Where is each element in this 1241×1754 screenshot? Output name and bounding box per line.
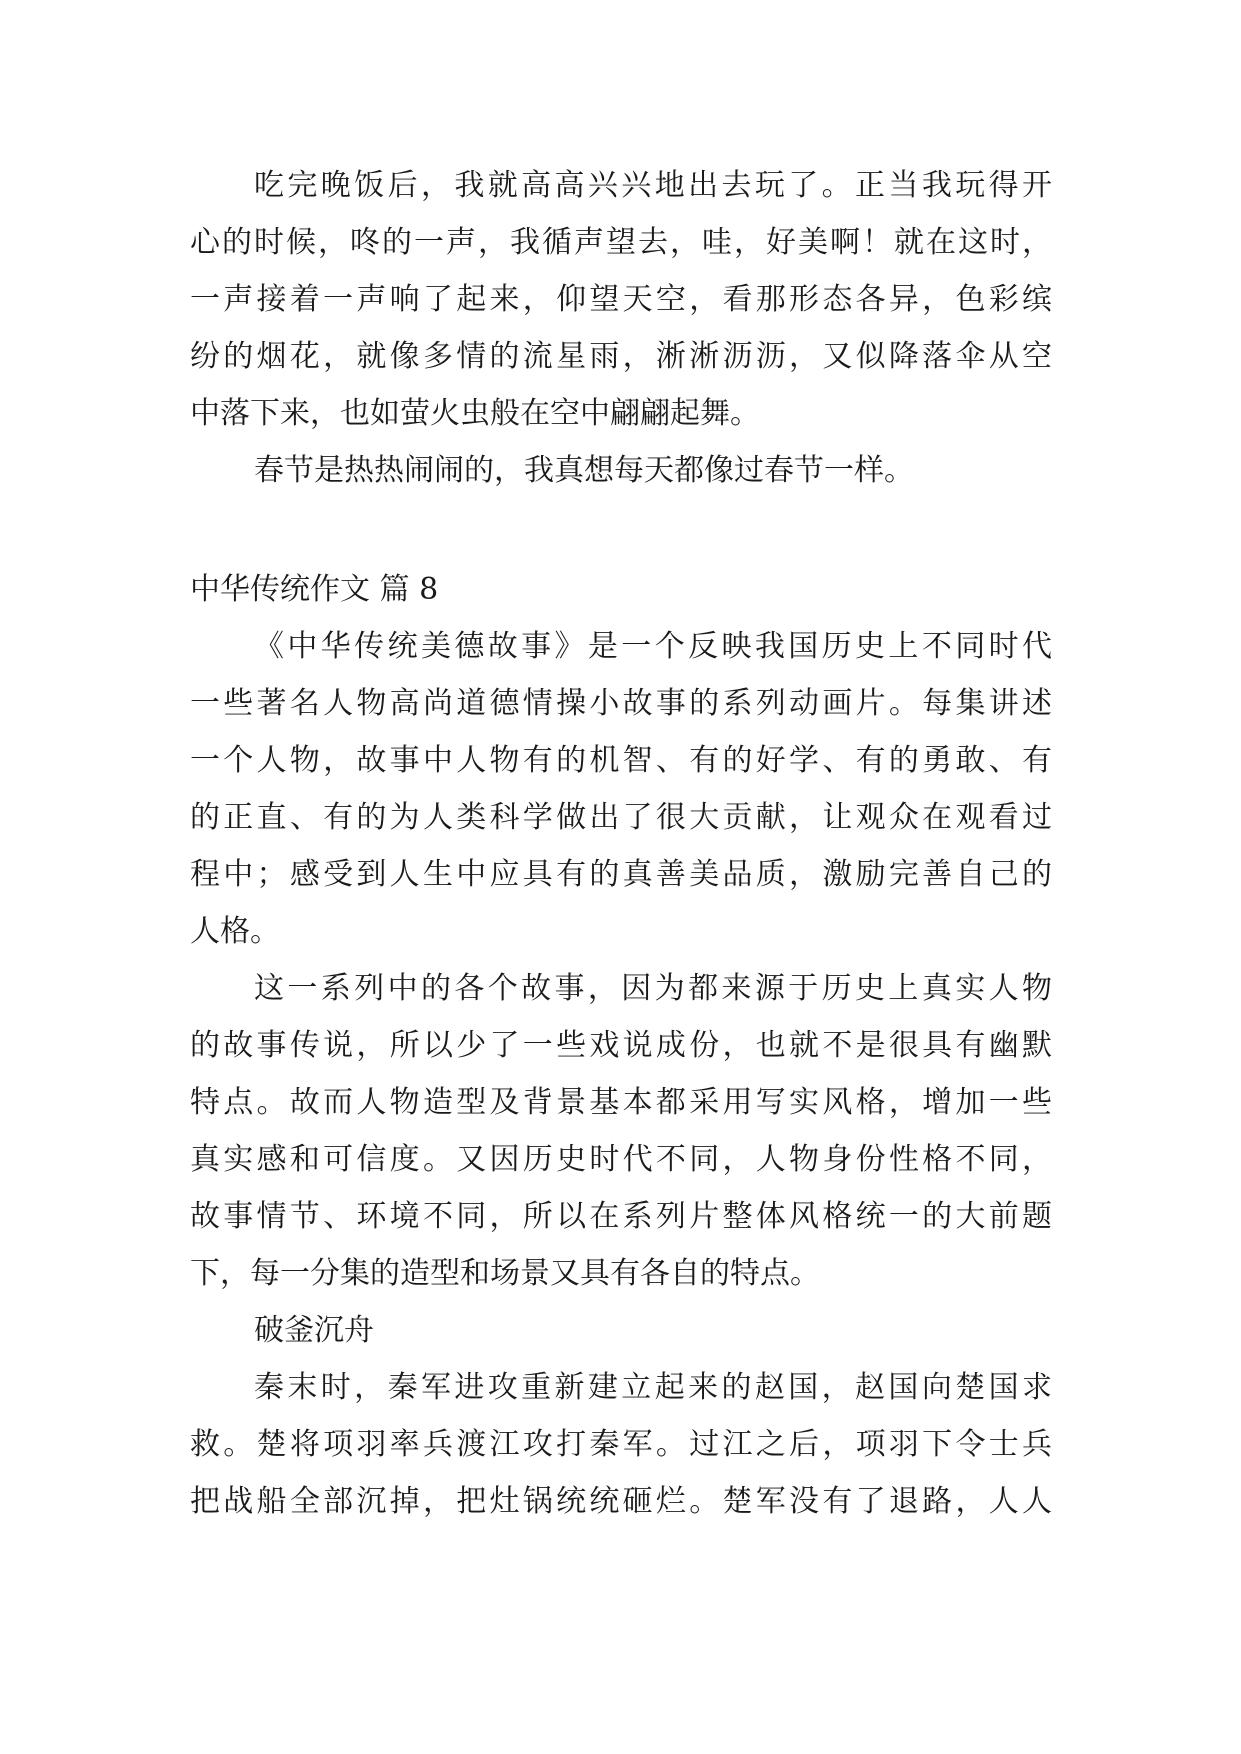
paragraph-line: 《中华传统美德故事》是一个反映我国历史上不同时代 (254, 629, 1052, 664)
story-title: 破釜沉舟 (254, 1313, 374, 1348)
paragraph-line: 一声接着一声响了起来，仰望天空，看那形态各异，色彩缤 (190, 282, 1052, 317)
paragraph-line: 的正直、有的为人类科学做出了很大贡献，让观众在观看过 (190, 800, 1052, 835)
paragraph-line: 一个人物，故事中人物有的机智、有的好学、有的勇敢、有 (190, 743, 1052, 778)
paragraph-line: 吃完晚饭后，我就高高兴兴地出去玩了。正当我玩得开 (254, 168, 1052, 203)
paragraph-line: 这一系列中的各个故事，因为都来源于历史上真实人物 (254, 971, 1052, 1006)
paragraph-line: 程中；感受到人生中应具有的真善美品质，激励完善自己的 (190, 857, 1052, 892)
paragraph-line: 真实感和可信度。又因历史时代不同，人物身份性格不同， (190, 1142, 1052, 1177)
paragraph-line: 中落下来，也如萤火虫般在空中翩翩起舞。 (190, 396, 760, 431)
paragraph-line: 心的时候，咚的一声，我循声望去，哇，好美啊！就在这时， (190, 225, 1052, 260)
paragraph-line: 人格。 (190, 914, 280, 949)
paragraph-line: 的故事传说，所以少了一些戏说成份，也就不是很具有幽默 (190, 1028, 1052, 1063)
section-heading: 中华传统作文 篇 8 (190, 572, 439, 607)
paragraph-line: 救。楚将项羽率兵渡江攻打秦军。过江之后，项羽下令士兵 (190, 1427, 1052, 1462)
paragraph-line: 秦末时，秦军进攻重新建立起来的赵国，赵国向楚国求 (254, 1370, 1052, 1405)
paragraph-line: 下，每一分集的造型和场景又具有各自的特点。 (190, 1256, 820, 1291)
paragraph-line: 一些著名人物高尚道德情操小故事的系列动画片。每集讲述 (190, 686, 1052, 721)
paragraph-line: 把战船全部沉掉，把灶锅统统砸烂。楚军没有了退路，人人 (190, 1484, 1052, 1519)
paragraph-line: 故事情节、环境不同，所以在系列片整体风格统一的大前题 (190, 1199, 1052, 1234)
paragraph-line: 特点。故而人物造型及背景基本都采用写实风格，增加一些 (190, 1085, 1052, 1120)
paragraph-line: 春节是热热闹闹的，我真想每天都像过春节一样。 (254, 453, 914, 488)
paragraph-line: 纷的烟花，就像多情的流星雨，淅淅沥沥，又似降落伞从空 (190, 339, 1052, 374)
